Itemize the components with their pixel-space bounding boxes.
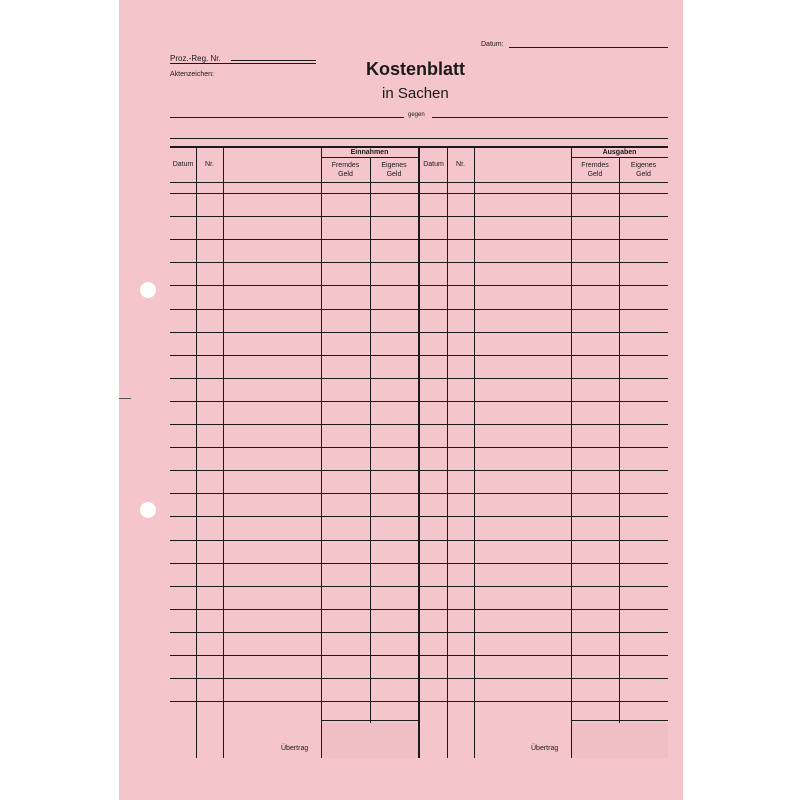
col-own-income-line1: Eigenes (381, 162, 407, 169)
table-row-line (170, 239, 418, 240)
table-row-line (420, 586, 668, 587)
form-subtitle: in Sachen (382, 85, 449, 102)
table-row-line (170, 678, 418, 679)
table-row-line (170, 424, 418, 425)
form-sheet (119, 0, 683, 800)
table-row-line (420, 516, 668, 517)
carryover-cell-income[interactable] (322, 723, 418, 758)
table-row-line (420, 609, 668, 610)
table-row-line (420, 493, 668, 494)
table-row-line (170, 309, 418, 310)
table-row-line (170, 355, 418, 356)
reg-number-line-2 (170, 63, 316, 64)
file-reference-label: Aktenzeichen: (170, 71, 214, 78)
table-row-line (170, 609, 418, 610)
table-row-line (420, 378, 668, 379)
table-row-line (170, 586, 418, 587)
table-row-line (170, 216, 418, 217)
against-label: gegen (408, 112, 425, 118)
table-row-line (420, 424, 668, 425)
table-row-line (170, 262, 418, 263)
table-row-line (420, 563, 668, 564)
col-foreign-income-line2: Geld (338, 171, 353, 178)
col-foreign-income (321, 161, 370, 179)
punch-hole-bottom (140, 502, 156, 518)
col-line (619, 158, 620, 758)
col-date-income: Datum (172, 161, 194, 168)
table-row-line (420, 678, 668, 679)
table-row-line (420, 332, 668, 333)
table-row-line (170, 378, 418, 379)
date-label: Datum: (481, 41, 504, 48)
table-row-line (170, 516, 418, 517)
table-row-line (420, 655, 668, 656)
reg-number-label: Proz.-Reg. Nr. (170, 54, 221, 63)
col-date-expenses: Datum (423, 161, 444, 168)
table-row-line (170, 401, 418, 402)
col-number-income: Nr. (205, 161, 214, 168)
table-row-line (420, 216, 668, 217)
table-row-line (170, 632, 418, 633)
table-row-line (170, 563, 418, 564)
col-own-expenses-line1: Eigenes (630, 162, 657, 169)
header-bottom-right (420, 182, 668, 183)
party-line-second[interactable] (170, 138, 668, 139)
col-foreign-income-line1: Fremdes (331, 162, 360, 169)
table-center-divider (418, 146, 420, 758)
carryover-double-line (571, 720, 668, 721)
col-own-expenses (619, 161, 668, 179)
col-own-income (370, 161, 418, 179)
header-bottom-left (170, 182, 418, 183)
punch-hole-top (140, 282, 156, 298)
col-foreign-expenses (571, 161, 619, 179)
form-title: Kostenblatt (366, 59, 465, 79)
fold-mark (119, 398, 131, 399)
table-row-line (420, 632, 668, 633)
col-own-expenses-line2: Geld (636, 171, 651, 178)
col-number-expenses: Nr. (456, 161, 465, 168)
carryover-label-expenses: Übertrag (531, 745, 559, 752)
table-row-line (170, 655, 418, 656)
table-row-line (420, 285, 668, 286)
table-row-line (420, 262, 668, 263)
income-header: Einnahmen (350, 149, 389, 156)
party-line-right[interactable] (432, 117, 668, 118)
table-row-line (170, 701, 418, 702)
table-row-line (170, 285, 418, 286)
table-row-line (420, 701, 668, 702)
date-line[interactable] (509, 47, 668, 48)
reg-number-line[interactable] (231, 60, 316, 61)
table-row-line (170, 447, 418, 448)
col-own-income-line2: Geld (386, 171, 402, 178)
carryover-double-line (321, 720, 418, 721)
table-row-line (420, 447, 668, 448)
col-line (370, 158, 371, 758)
table-row-line (170, 193, 418, 194)
table-row-line (170, 493, 418, 494)
table-row-line (420, 239, 668, 240)
table-row-line (420, 540, 668, 541)
table-row-line (170, 540, 418, 541)
table-row-line (420, 355, 668, 356)
party-line-left[interactable] (170, 117, 404, 118)
col-foreign-expenses-line1: Fremdes (581, 162, 609, 169)
table-row-line (420, 401, 668, 402)
expenses-header: Ausgaben (602, 149, 637, 156)
col-foreign-expenses-line2: Geld (587, 171, 603, 178)
table-row-line (420, 193, 668, 194)
carryover-cell-expenses[interactable] (572, 723, 668, 758)
table-row-line (420, 309, 668, 310)
table-row-line (170, 470, 418, 471)
table-row-line (420, 470, 668, 471)
table-row-line (170, 332, 418, 333)
carryover-label-income: Übertrag (281, 745, 309, 752)
